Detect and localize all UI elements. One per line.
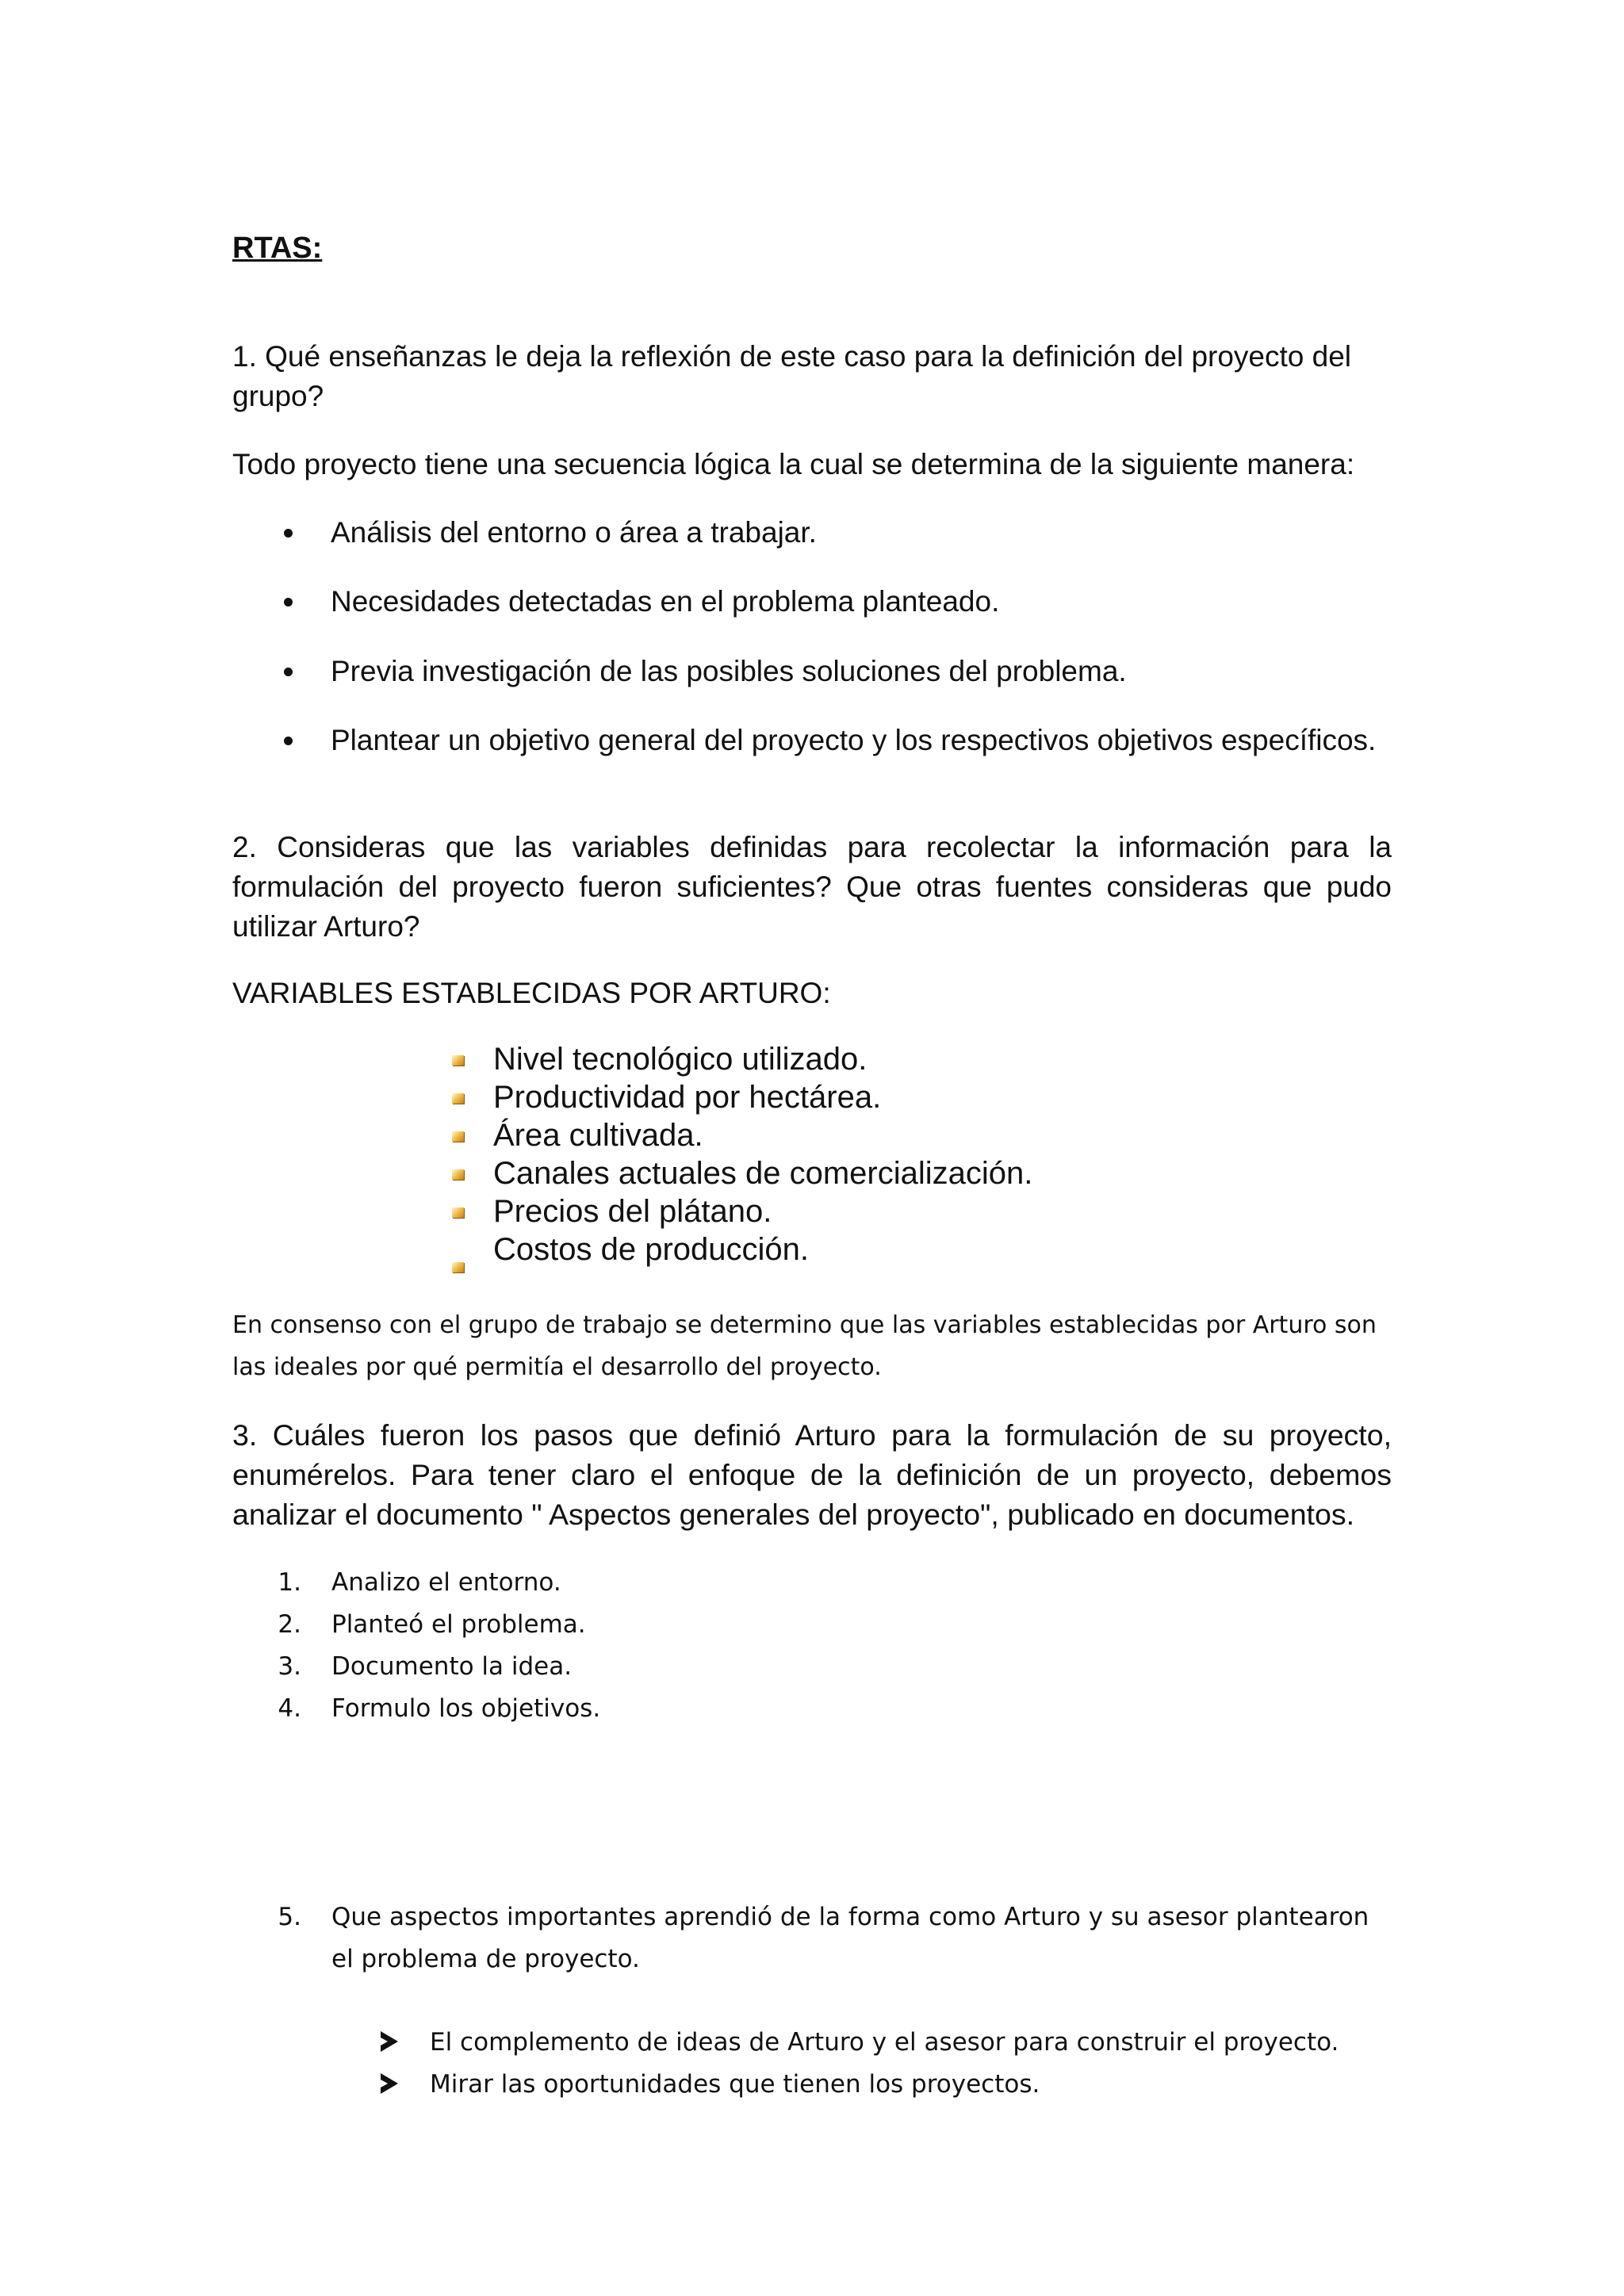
square-bullet-icon — [452, 1093, 464, 1104]
square-bullet-icon — [452, 1207, 464, 1218]
arrow-bullet-icon — [381, 2031, 398, 2052]
question-3: 3. Cuáles fueron los pasos que definió Arturo para la formulación de su proyecto, enumérelos. Para tener claro el enfoque de la definición de un proyecto, debemos analizar el documento " Aspectos generales del proyecto", publicado en documentos. — [232, 1418, 1392, 1531]
square-bullet-icon — [452, 1131, 464, 1142]
arrow-bullet-icon — [381, 2073, 398, 2094]
page-heading: RTAS: — [232, 232, 323, 265]
bullet-dot-icon — [284, 529, 293, 538]
question-2: 2. Consideras que las variables definidas para recolectar la información para la formulación del proyecto fueron suficientes? Que otras fuentes consideras que pudo utilizar Arturo? — [232, 831, 1392, 943]
square-bullet-icon — [452, 1169, 464, 1180]
consensus-text: En consenso con el grupo de trabajo se determino que las variables establecidas por Arturo son las ideales por qué permitía el desarrollo del proyecto. — [232, 1311, 1377, 1381]
square-bullet-icon — [452, 1055, 464, 1066]
document-page: RTAS: 1. Qué enseñanzas le deja la reflexión de este caso para la definición del proyecto del grupo? Todo proyecto tiene una secuencia lógica la cual se determina de la siguiente manera: Análisis del entorno o área a trabajar. Necesidades detectadas en el problema planteado. Previa investigación de las posibles soluciones del problema. Plantear un objetivo general del proyecto y los respectivos objetivos específicos. 2. Consideras que las variables definidas para recolectar la información para la formulación del proyecto fueron suficientes? Que otras fuentes consideras que pudo utilizar Arturo? VARIABLES ESTABLECIDAS POR ARTURO: Nivel tecnológico utilizado. Productividad por hectárea. Área cultivada. Canales actuales de comercialización. Precios del plátano. Costos de producción. En consenso con el grupo de trabajo se determino que las variables establecidas por Arturo son las ideales por qué permitía el desarrollo del proyecto. 3. Cuáles fueron los pasos que definió Arturo para la formulación de su proyecto, enumérelos. Para tener claro el enfoque de la definición de un proyecto, debemos analizar el documento " Aspectos generales del proyecto", publicado en documentos. 1. Analizo el entorno. 2. Planteó el problema. 3. Documento la idea. 4. Formulo los objetivos. 5. Que aspectos importantes aprendió de la forma como Arturo y su asesor plantearon el problema de proyecto. El complemento de ideas de Arturo y el asesor para construir el proyecto. Mirar las oportunidades que tienen los proyectos. — [232, 232, 1392, 2099]
question-1: 1. Qué enseñanzas le deja la reflexión de este caso para la definición del proyecto del grupo? — [232, 340, 1352, 412]
square-bullet-icon — [452, 1262, 464, 1272]
bullet-dot-icon — [284, 598, 293, 607]
bullet-dot-icon — [284, 737, 293, 745]
variables-title: VARIABLES ESTABLECIDAS POR ARTURO: — [232, 977, 831, 1009]
bullet-dot-icon — [284, 668, 293, 676]
q1-intro: Todo proyecto tiene una secuencia lógica la cual se determina de la siguiente manera: — [232, 448, 1355, 480]
